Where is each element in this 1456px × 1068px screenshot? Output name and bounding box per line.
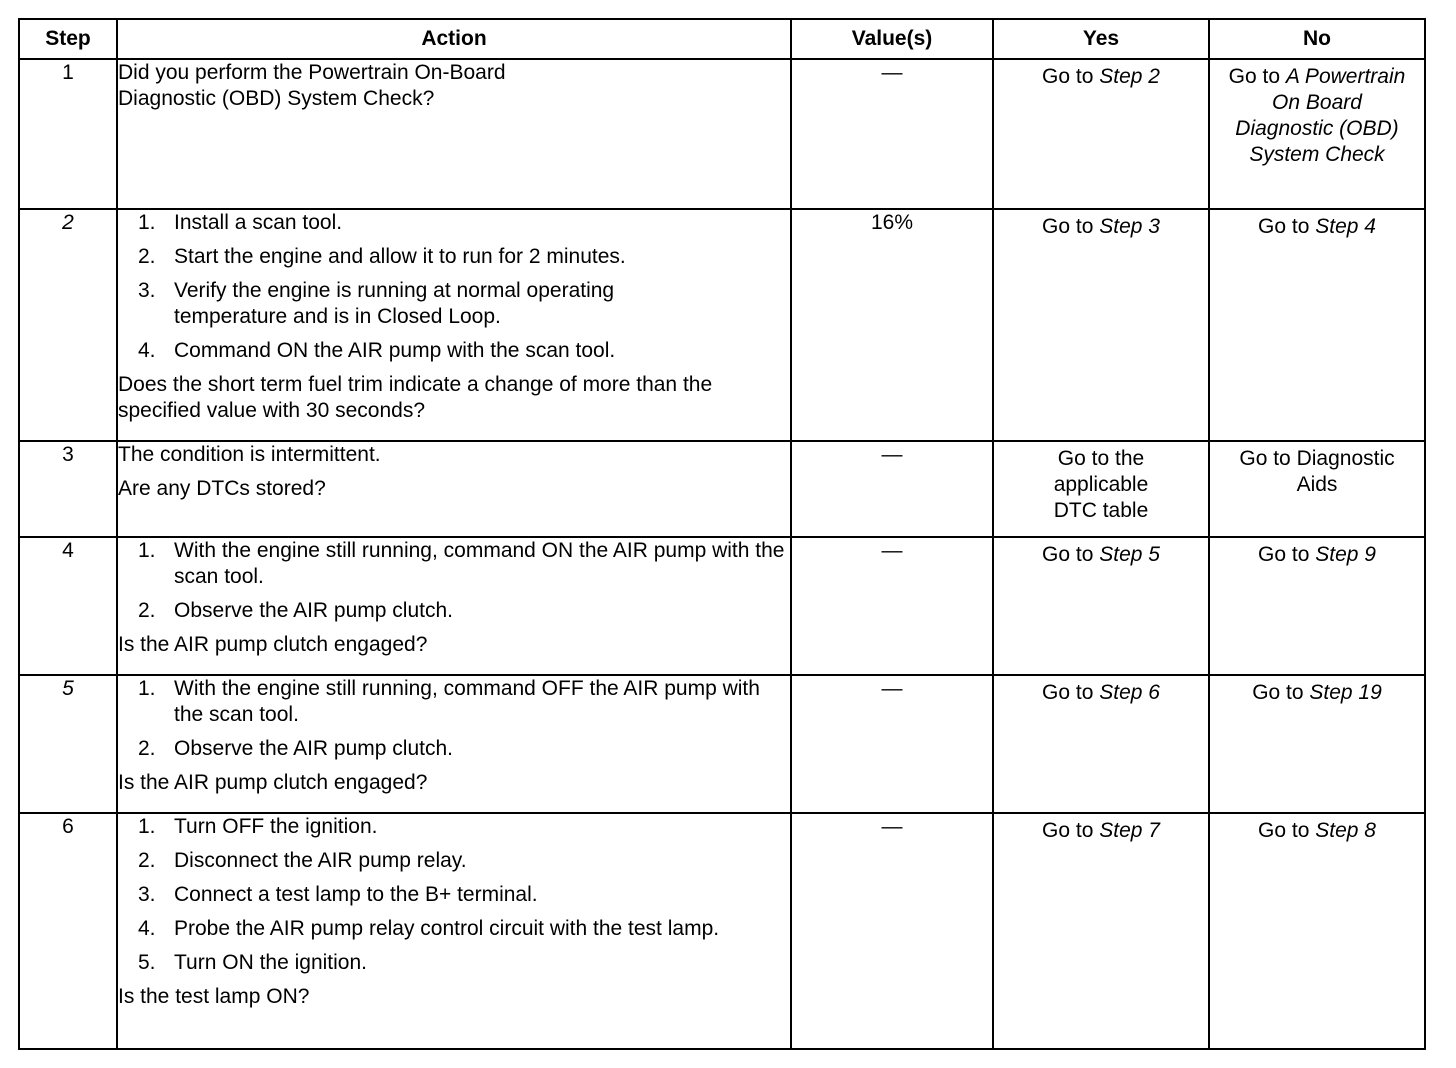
no-cell bbox=[1209, 59, 1425, 209]
action-statement: The condition is intermittent. bbox=[118, 443, 381, 466]
yes-link[interactable]: Go to Step 6 bbox=[1042, 681, 1160, 704]
action-cell bbox=[117, 441, 791, 537]
no-step-ref: A Powertrain On Board Diagnostic (OBD) System Check bbox=[1235, 65, 1406, 166]
header-action: Action bbox=[117, 19, 791, 59]
action-cell bbox=[117, 537, 791, 675]
value-cell: — bbox=[791, 537, 993, 675]
no-link[interactable]: Go to Diagnostic Aids bbox=[1239, 447, 1395, 496]
header-step: Step bbox=[19, 19, 117, 59]
list-item: 1. Turn OFF the ignition. bbox=[138, 815, 378, 838]
yes-link[interactable]: Go to Step 3 bbox=[1042, 215, 1160, 238]
list-item: 3. Verify the engine is running at normal operating temperature and is in Closed Loop. bbox=[138, 279, 615, 328]
list-item: 2. Observe the AIR pump clutch. bbox=[138, 737, 453, 760]
no-link[interactable]: Go to Step 8 bbox=[1258, 819, 1376, 842]
no-cell bbox=[1209, 209, 1425, 441]
list-item: 4. Command ON the AIR pump with the scan tool. bbox=[138, 339, 616, 362]
table-row-step-6 bbox=[19, 813, 1425, 1049]
action-question: Does the short term fuel trim indicate a change of more than the specified value with 30 seconds? bbox=[118, 373, 713, 422]
step-number: 6 bbox=[19, 813, 117, 1049]
list-item: 2. Observe the AIR pump clutch. bbox=[138, 599, 453, 622]
header-yes: Yes bbox=[993, 19, 1209, 59]
step-number: 3 bbox=[19, 441, 117, 537]
action-question: Did you perform the Powertrain On-Board Diagnostic (OBD) System Check? bbox=[118, 61, 506, 110]
yes-cell bbox=[993, 675, 1209, 813]
action-cell bbox=[117, 209, 791, 441]
action-list bbox=[118, 210, 790, 364]
action-list bbox=[118, 676, 790, 762]
no-cell bbox=[1209, 441, 1425, 537]
yes-cell bbox=[993, 59, 1209, 209]
yes-link[interactable]: Go to the applicable DTC table bbox=[1053, 447, 1149, 522]
no-link[interactable]: Go to Step 9 bbox=[1258, 543, 1376, 566]
yes-cell bbox=[993, 537, 1209, 675]
no-link[interactable]: Go to Step 19 bbox=[1252, 681, 1382, 704]
header-row bbox=[19, 19, 1425, 59]
yes-cell bbox=[993, 209, 1209, 441]
no-prefix: Go to bbox=[1228, 65, 1286, 88]
action-question: Is the AIR pump clutch engaged? bbox=[118, 633, 428, 656]
action-list bbox=[118, 814, 790, 976]
value-cell: — bbox=[791, 59, 993, 209]
value-cell: — bbox=[791, 441, 993, 537]
no-cell bbox=[1209, 813, 1425, 1049]
list-item: 2. Disconnect the AIR pump relay. bbox=[138, 849, 467, 872]
yes-link[interactable]: Go to Step 7 bbox=[1042, 819, 1160, 842]
no-cell bbox=[1209, 537, 1425, 675]
table-row-step-2 bbox=[19, 209, 1425, 441]
table-row-step-3 bbox=[19, 441, 1425, 537]
step-number: 2 bbox=[19, 209, 117, 441]
table-row-step-1 bbox=[19, 59, 1425, 209]
action-question: Is the AIR pump clutch engaged? bbox=[118, 771, 428, 794]
diagnostic-table bbox=[18, 18, 1426, 1050]
step-number: 5 bbox=[19, 675, 117, 813]
table-row-step-4 bbox=[19, 537, 1425, 675]
step-number: 1 bbox=[19, 59, 117, 209]
value-cell: 16% bbox=[791, 209, 993, 441]
list-item: 4. Probe the AIR pump relay control circuit with the test lamp. bbox=[138, 917, 720, 940]
action-cell bbox=[117, 59, 791, 209]
list-item: 1. With the engine still running, command OFF the AIR pump with the scan tool. bbox=[138, 677, 760, 726]
action-cell bbox=[117, 813, 791, 1049]
no-link[interactable]: Go to Step 4 bbox=[1258, 215, 1376, 238]
yes-step-ref: Step 2 bbox=[1099, 65, 1160, 88]
no-cell bbox=[1209, 675, 1425, 813]
value-cell: — bbox=[791, 813, 993, 1049]
table-row-step-5 bbox=[19, 675, 1425, 813]
yes-link[interactable] bbox=[1042, 64, 1160, 90]
list-item: 1. With the engine still running, command ON the AIR pump with the scan tool. bbox=[138, 539, 785, 588]
action-question: Is the test lamp ON? bbox=[118, 985, 310, 1008]
list-item: 2. Start the engine and allow it to run for 2 minutes. bbox=[138, 245, 626, 268]
header-values: Value(s) bbox=[791, 19, 993, 59]
yes-prefix: Go to bbox=[1042, 65, 1100, 88]
yes-cell bbox=[993, 441, 1209, 537]
list-item: 5. Turn ON the ignition. bbox=[138, 951, 367, 974]
yes-cell bbox=[993, 813, 1209, 1049]
action-question: Are any DTCs stored? bbox=[118, 477, 326, 500]
no-link[interactable] bbox=[1225, 64, 1409, 168]
list-item: 3. Connect a test lamp to the B+ terminal. bbox=[138, 883, 538, 906]
list-item: 1. Install a scan tool. bbox=[138, 211, 343, 234]
value-cell: — bbox=[791, 675, 993, 813]
action-list bbox=[118, 538, 790, 624]
step-number: 4 bbox=[19, 537, 117, 675]
action-cell bbox=[117, 675, 791, 813]
header-no: No bbox=[1209, 19, 1425, 59]
yes-link[interactable]: Go to Step 5 bbox=[1042, 543, 1160, 566]
